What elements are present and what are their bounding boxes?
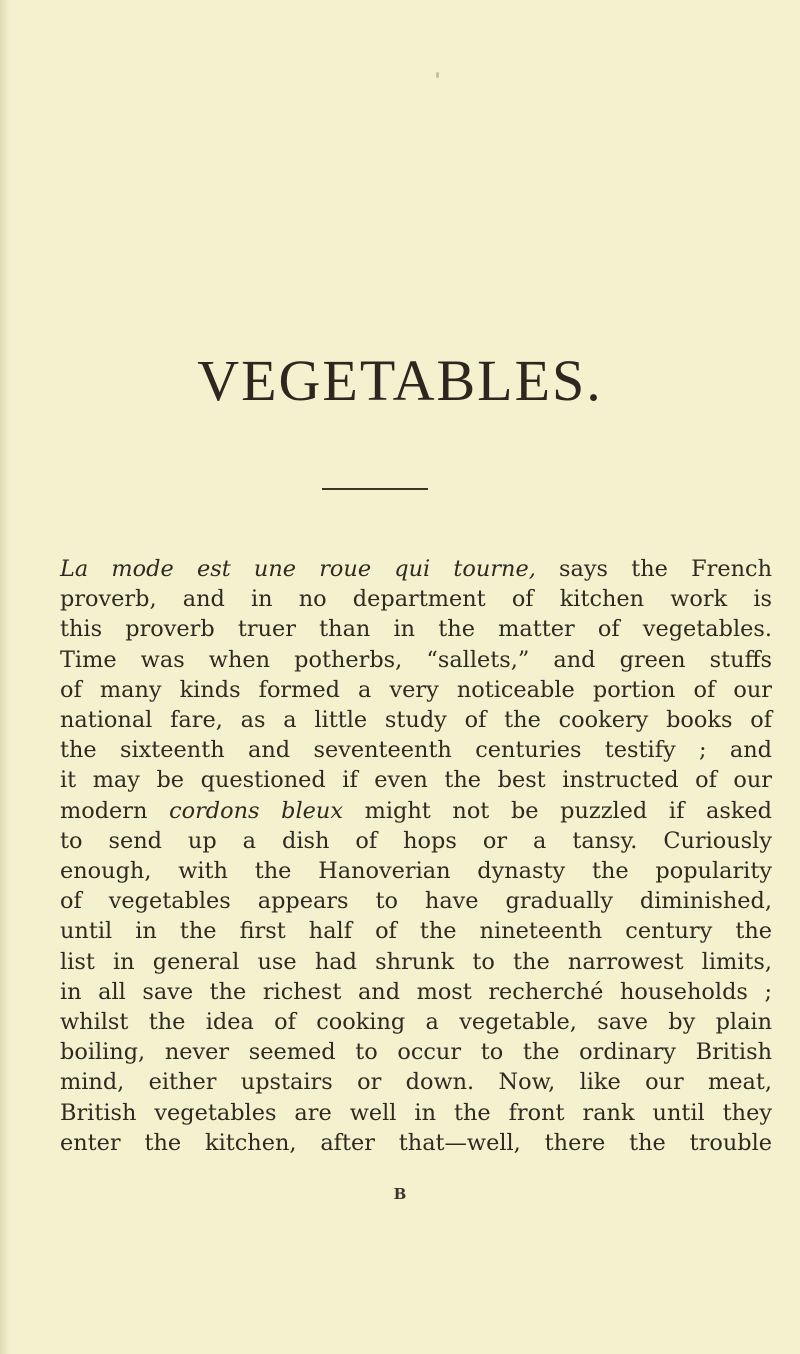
text-line: to send up a dish of hops or a tansy. Curiously bbox=[60, 827, 772, 854]
text-line: in all save the richest and most recherché households ; bbox=[60, 978, 772, 1005]
text-line: Time was when potherbs, “sallets,” and green stuffs bbox=[60, 646, 772, 673]
text-line: mind, either upstairs or down. Now, like our meat, bbox=[60, 1069, 772, 1096]
page-edge-shadow bbox=[0, 0, 10, 1354]
text-line: of many kinds formed a very noticeable portion of our bbox=[60, 676, 772, 703]
line-text: says the French bbox=[535, 556, 773, 582]
signature-mark: B bbox=[393, 1185, 407, 1203]
text-line: this proverb truer than in the matter of vegetables. bbox=[60, 616, 772, 643]
text-line: whilst the idea of cooking a vegetable, save by plain bbox=[60, 1009, 772, 1036]
text-line: until in the first half of the nineteenth century the bbox=[60, 918, 772, 945]
text-line: boiling, never seemed to occur to the ordinary British bbox=[60, 1039, 772, 1066]
text-line: list in general use had shrunk to the narrowest limits, bbox=[60, 948, 772, 975]
text-line: proverb, and in no department of kitchen work is bbox=[60, 586, 772, 613]
text-line: British vegetables are well in the front rank until they bbox=[60, 1099, 772, 1126]
text-line: it may be questioned if even the best instructed of our bbox=[60, 767, 772, 794]
text-line: enter the kitchen, after that—well, there the trouble bbox=[60, 1129, 772, 1156]
text-line: enough, with the Hanoverian dynasty the popularity bbox=[60, 858, 772, 885]
italic-phrase: La mode est une roue qui tourne, bbox=[60, 556, 536, 582]
page-title: VEGETABLES. bbox=[197, 348, 603, 413]
text-line: of vegetables appears to have gradually diminished, bbox=[60, 888, 772, 915]
line-text: might not be puzzled if asked bbox=[342, 797, 772, 824]
body-text bbox=[60, 554, 772, 1158]
text-line bbox=[60, 554, 772, 584]
line-text: modern bbox=[60, 797, 170, 824]
paper-speck bbox=[436, 72, 439, 78]
italic-phrase: cordons bleux bbox=[169, 797, 343, 824]
text-line bbox=[60, 796, 772, 826]
text-line: national fare, as a little study of the cookery books of bbox=[60, 707, 772, 734]
text-line: the sixteenth and seventeenth centuries testify ; and bbox=[60, 737, 772, 764]
title-rule bbox=[322, 488, 428, 490]
